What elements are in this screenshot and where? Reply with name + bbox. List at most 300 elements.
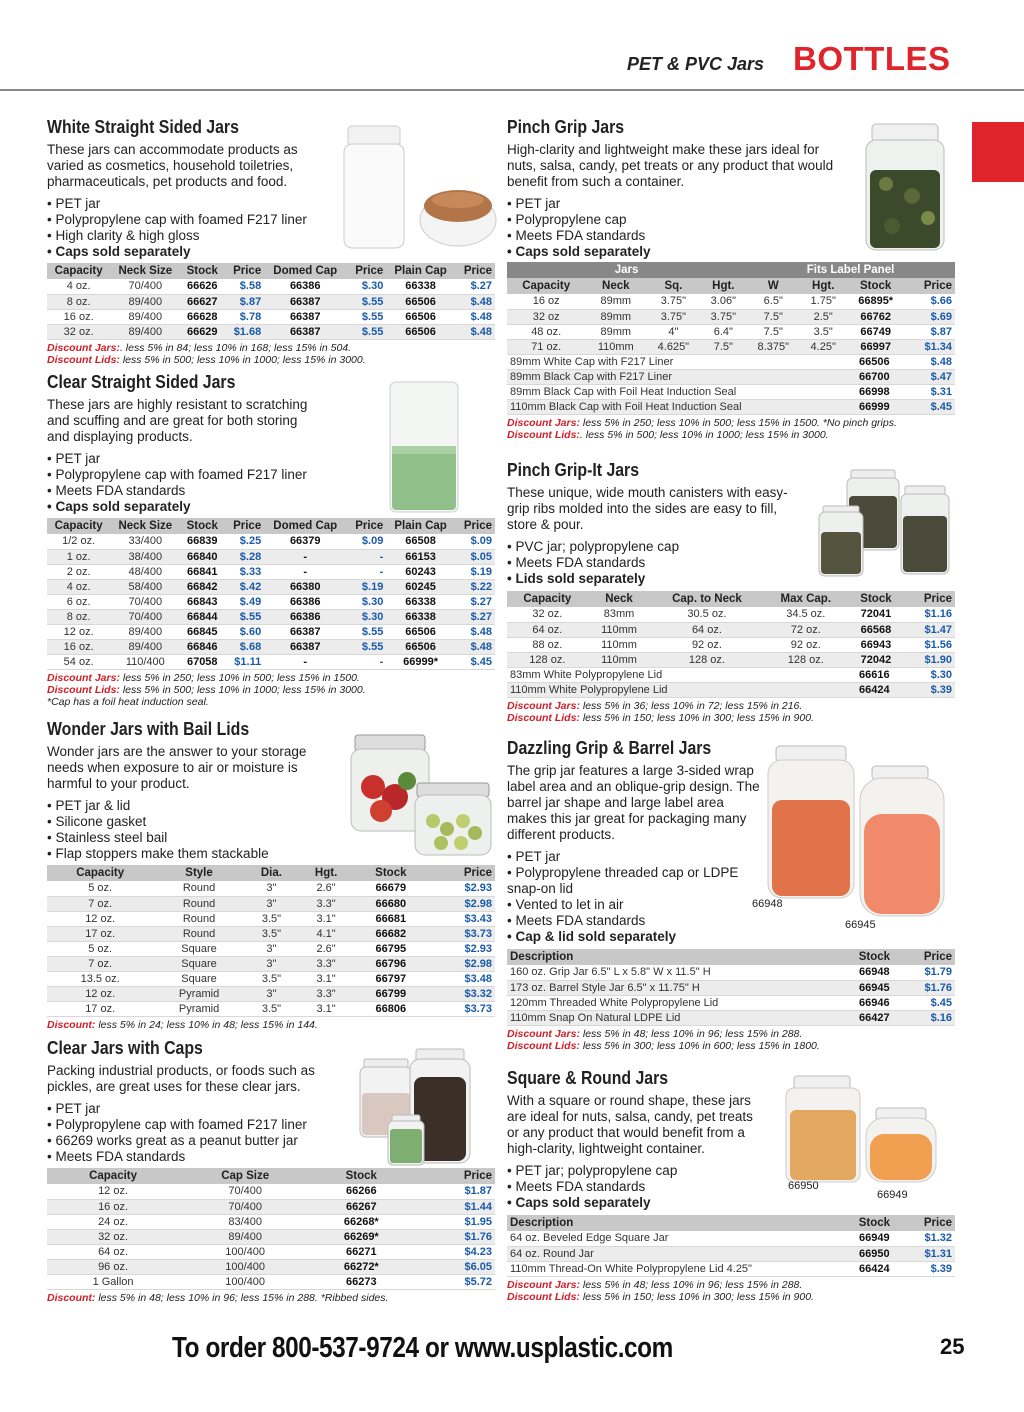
table-cell: 66946 <box>839 995 911 1010</box>
table-cell: 66616 <box>839 668 911 683</box>
section-title: Dazzling Grip & Barrel Jars <box>507 738 712 758</box>
discount-note: Discount: less 5% in 48; less 10% in 96; less 15% in 288. *Ribbed sides. <box>47 1291 389 1304</box>
section-description: With a square or round shape, these jars are ideal for nuts, salsa, candy, pet treats or any product that would benefit from a high-clarity, lightweight container. <box>507 1093 753 1156</box>
feature-item: • Lids sold separately <box>507 571 955 587</box>
table-cell: 38/400 <box>110 549 180 564</box>
table-cell: Round <box>153 926 244 941</box>
caps-table <box>507 668 955 699</box>
product-table <box>507 262 955 355</box>
table-cell: $.78 <box>224 309 264 324</box>
table-cell: $.30 <box>346 594 386 609</box>
table-cell: 2.6" <box>298 881 354 896</box>
table-cell: 48 oz. <box>507 324 585 339</box>
table-row <box>47 881 495 896</box>
col-header: Price <box>224 263 264 279</box>
table-cell: $.22 <box>455 579 495 594</box>
table-cell: 3.5" <box>800 324 846 339</box>
table-cell: 66948 <box>839 965 911 980</box>
table-row <box>507 294 955 309</box>
table-cell: 66568 <box>848 622 904 637</box>
table-cell: 128 oz. <box>764 652 849 667</box>
product-table <box>507 1215 955 1277</box>
table-row <box>507 370 955 385</box>
section-title: Wonder Jars with Bail Lids <box>47 719 250 739</box>
table-cell: Round <box>153 881 244 896</box>
table-cell: 8 oz. <box>47 294 110 309</box>
table-cell: 66700 <box>839 370 911 385</box>
discount-note: Discount Jars: less 5% in 36; less 10% in 72; less 15% in 216. Discount Lids: less 5% in 150; less 10% in 300; less 15% in 900. <box>507 700 814 724</box>
table-cell: $.09 <box>346 534 386 549</box>
table-row <box>507 668 955 683</box>
col-header: Stock <box>311 1168 411 1184</box>
table-cell: $3.73 <box>428 1001 495 1016</box>
table-cell: 66842 <box>180 579 224 594</box>
table-cell: $.27 <box>455 609 495 624</box>
table-cell: 3.1" <box>298 911 354 926</box>
table-cell: 3" <box>245 881 298 896</box>
feature-item: • Polypropylene cap <box>507 212 955 228</box>
table-cell: 110mm <box>588 622 651 637</box>
order-info: To order 800-537-9724 or www.usplastic.com <box>172 1332 673 1364</box>
section-title: Square & Round Jars <box>507 1068 669 1088</box>
table-row <box>47 971 495 986</box>
table-cell: 32 oz. <box>47 1229 179 1244</box>
table-cell: 66679 <box>354 881 428 896</box>
section-title: Clear Straight Sided Jars <box>47 372 236 392</box>
table-row <box>47 549 495 564</box>
col-header: Capacity <box>47 865 153 881</box>
table-cell: 89/400 <box>179 1229 311 1244</box>
table-row <box>47 1001 495 1016</box>
table-cell: 66506 <box>386 324 455 339</box>
col-header: Dia. <box>245 865 298 881</box>
table-row <box>47 294 495 309</box>
table-cell: 72042 <box>848 652 904 667</box>
feature-item: • PET jar <box>507 196 955 212</box>
table-cell: 66796 <box>354 956 428 971</box>
table-cell: 66424 <box>839 683 911 698</box>
col-header: Price <box>904 591 955 607</box>
table-cell: $.30 <box>910 668 955 683</box>
table-row <box>47 941 495 956</box>
table-body <box>507 1231 955 1261</box>
grip-it-jar-photo <box>815 466 955 582</box>
product-table <box>507 591 955 668</box>
table-row <box>507 1231 955 1246</box>
table-cell: 66945 <box>839 980 911 995</box>
table-row <box>507 324 955 339</box>
feature-item: • PET jar <box>47 1101 495 1117</box>
feature-item: • PET jar & lid <box>47 798 495 814</box>
table-cell: 66999 <box>839 400 911 415</box>
table-cell: 66506 <box>386 294 455 309</box>
feature-item: • PVC jar; polypropylene cap <box>507 539 955 555</box>
product-table <box>507 949 955 1026</box>
table-cell: $.09 <box>455 534 495 549</box>
table-cell: $1.95 <box>411 1214 495 1229</box>
table-cell: 3.5" <box>245 971 298 986</box>
col-header: Domed Cap <box>264 263 346 279</box>
table-row <box>47 1259 495 1274</box>
col-header: Price <box>910 949 955 965</box>
table-cell: $.48 <box>455 294 495 309</box>
table-cell: $1.87 <box>411 1184 495 1199</box>
table-cell: 70/400 <box>110 594 180 609</box>
table-cell: 66506 <box>386 639 455 654</box>
table-cell: 66895* <box>846 294 905 309</box>
table-cell: 66626 <box>180 279 224 294</box>
table-cell: 7 oz. <box>47 896 153 911</box>
table-row <box>507 1246 955 1261</box>
table-cell: $.28 <box>224 549 264 564</box>
catalog-section-subtitle: PET & PVC Jars <box>627 54 765 74</box>
table-cell: 89mm <box>585 324 646 339</box>
table-cell: 24 oz. <box>47 1214 179 1229</box>
feature-item: • Caps sold separately <box>507 1195 955 1211</box>
table-cell: 8.375" <box>746 339 800 354</box>
table-cell: $.55 <box>346 324 386 339</box>
section-description: These jars are highly resistant to scratching and scuffing and are great for both storing and displaying products. <box>47 397 308 444</box>
table-cell: 66762 <box>846 309 905 324</box>
col-header: Stock <box>354 865 428 881</box>
table-cell: 66749 <box>846 324 905 339</box>
table-cell: 3.06" <box>701 294 747 309</box>
table-body <box>507 355 955 415</box>
table-cell: 66380 <box>264 579 346 594</box>
table-cell: 32 oz <box>507 309 585 324</box>
feature-item: • Cap & lid sold separately <box>507 929 757 945</box>
table-cell: 8 oz. <box>47 609 110 624</box>
discount-note: Discount Jars: less 5% in 250; less 10% in 500; less 15% in 1500. Discount Lids: less 5% in 500; less 10% in 1000; less 15% in 3000. *Cap has a foil heat induction seal. <box>47 671 366 708</box>
table-cell: 12 oz. <box>47 624 110 639</box>
table-cell: 3" <box>245 896 298 911</box>
col-header: Sq. <box>646 278 700 294</box>
table-cell: 32 oz. <box>507 607 588 622</box>
table-cell: 16 oz. <box>47 309 110 324</box>
table-cell: 3.5" <box>245 926 298 941</box>
table-cell: 3.5" <box>245 911 298 926</box>
table-cell: 66627 <box>180 294 224 309</box>
section-title: Pinch Grip Jars <box>507 117 625 137</box>
table-cell: 66269* <box>311 1229 411 1244</box>
table-cell: - <box>264 564 346 579</box>
table-row <box>507 995 955 1010</box>
table-row <box>507 309 955 324</box>
table-cell: 66506 <box>839 355 911 370</box>
col-header: Cap Size <box>179 1168 311 1184</box>
col-header: Neck <box>588 591 651 607</box>
feature-item: • Caps sold separately <box>507 244 955 260</box>
table-cell: 173 oz. Barrel Style Jar 6.5" x 11.75" H <box>507 980 839 995</box>
col-header: Stock <box>180 263 224 279</box>
feature-item: • Meets FDA standards <box>507 555 955 571</box>
table-cell: 66387 <box>264 639 346 654</box>
table-cell: 66268* <box>311 1214 411 1229</box>
table-cell: $1.44 <box>411 1199 495 1214</box>
table-cell: $1.79 <box>910 965 955 980</box>
white-jar-photo <box>340 122 500 254</box>
table-cell: 66949 <box>839 1231 911 1246</box>
square-round-jar-photo <box>778 1074 948 1186</box>
section-tab <box>972 122 1024 182</box>
table-cell: 89/400 <box>110 324 180 339</box>
table-cell: 110mm White Polypropylene Lid <box>507 683 839 698</box>
table-cell: 2 oz. <box>47 564 110 579</box>
table-cell: 110/400 <box>110 654 180 669</box>
table-cell: $1.47 <box>904 622 955 637</box>
table-cell: 3.3" <box>298 896 354 911</box>
table-cell: 66841 <box>180 564 224 579</box>
col-header: Price <box>910 1215 955 1231</box>
table-cell: $6.05 <box>411 1259 495 1274</box>
table-cell: 100/400 <box>179 1259 311 1274</box>
table-row <box>47 324 495 339</box>
discount-note: Discount: less 5% in 24; less 10% in 48; less 15% in 144. <box>47 1018 318 1031</box>
table-cell: $1.90 <box>904 652 955 667</box>
table-cell: 3.5" <box>245 1001 298 1016</box>
feature-item: • Polypropylene cap with foamed F217 liner <box>47 1117 495 1133</box>
table-cell: 66338 <box>386 609 455 624</box>
table-cell: 66338 <box>386 594 455 609</box>
section-description: These jars can accommodate products as varied as cosmetics, household toiletries, pharmaceuticals, pet products and food. <box>47 142 298 189</box>
table-cell: 89mm Black Cap with Foil Heat Induction Seal <box>507 385 839 400</box>
table-body <box>507 965 955 995</box>
table-cell: 12 oz. <box>47 911 153 926</box>
table-body <box>507 294 955 354</box>
table-cell: $.45 <box>455 654 495 669</box>
table-cell: 66950 <box>839 1246 911 1261</box>
table-cell: 72041 <box>848 607 904 622</box>
product-code-label: 66950 <box>788 1180 819 1192</box>
product-code-label: 66949 <box>877 1189 908 1201</box>
table-cell: $.49 <box>224 594 264 609</box>
table-cell: 17 oz. <box>47 1001 153 1016</box>
table-cell: $3.43 <box>428 911 495 926</box>
table-cell: $.30 <box>346 279 386 294</box>
table-cell: $.48 <box>910 355 955 370</box>
table-row <box>47 986 495 1001</box>
table-cell: $.87 <box>905 324 955 339</box>
table-row <box>47 911 495 926</box>
feature-item: • PET jar <box>47 196 495 212</box>
col-header: Price <box>455 518 495 534</box>
feature-item: • PET jar <box>47 451 495 467</box>
table-cell: 89mm White Cap with F217 Liner <box>507 355 839 370</box>
table-cell: $.66 <box>905 294 955 309</box>
table-row <box>507 355 955 370</box>
table-cell: 110mm Snap On Natural LDPE Lid <box>507 1010 839 1025</box>
pinch-jar-photo <box>860 122 950 254</box>
table-row <box>47 1229 495 1244</box>
table-row <box>47 609 495 624</box>
col-header: Price <box>428 865 495 881</box>
discount-note: Discount Jars: less 5% in 250; less 10% in 500; less 15% in 1500. *No pinch grips. Discount Lids:. less 5% in 500; less 10% in 1000; less 15% in 3000. <box>507 417 897 441</box>
feature-item: • PET jar; polypropylene cap <box>507 1163 955 1179</box>
feature-item: • PET jar <box>507 849 757 865</box>
table-row <box>507 637 955 652</box>
col-header: Max Cap. <box>764 591 849 607</box>
table-cell: $2.93 <box>428 881 495 896</box>
table-row <box>47 594 495 609</box>
table-row <box>507 385 955 400</box>
table-cell: 66844 <box>180 609 224 624</box>
table-body <box>507 607 955 667</box>
table-cell: 89mm <box>585 309 646 324</box>
table-body <box>507 995 955 1025</box>
table-cell: 66682 <box>354 926 428 941</box>
table-cell: 1 oz. <box>47 549 110 564</box>
table-cell: 89/400 <box>110 294 180 309</box>
table-row <box>47 1244 495 1259</box>
caps-table <box>507 355 955 416</box>
col-header: Capacity <box>47 1168 179 1184</box>
table-cell: 1 Gallon <box>47 1274 179 1289</box>
table-cell: 66266 <box>311 1184 411 1199</box>
table-cell: 66845 <box>180 624 224 639</box>
table-cell: 88 oz. <box>507 637 588 652</box>
col-header: Capacity <box>47 263 110 279</box>
table-cell: 110mm Black Cap with Foil Heat Induction Seal <box>507 400 839 415</box>
table-cell: $1.32 <box>910 1231 955 1246</box>
table-cell: $2.98 <box>428 896 495 911</box>
table-cell: $.60 <box>224 624 264 639</box>
table-cell: 3.75" <box>701 309 747 324</box>
table-body <box>47 279 495 339</box>
col-header: Stock <box>846 278 905 294</box>
table-cell: $.55 <box>346 294 386 309</box>
table-body <box>47 534 495 669</box>
table-cell: $3.32 <box>428 986 495 1001</box>
table-cell: $.25 <box>224 534 264 549</box>
table-row <box>47 926 495 941</box>
table-cell: 66998 <box>839 385 911 400</box>
catalog-section-title: BOTTLES <box>793 40 951 77</box>
product-table <box>47 865 495 1017</box>
table-cell: $1.16 <box>904 607 955 622</box>
table-cell: 5 oz. <box>47 881 153 896</box>
table-cell: $.87 <box>224 294 264 309</box>
table-cell: 7.5" <box>746 309 800 324</box>
table-cell: 66629 <box>180 324 224 339</box>
group-header: Fits Label Panel <box>746 262 955 278</box>
col-header: Cap. to Neck <box>650 591 763 607</box>
table-cell: 66153 <box>386 549 455 564</box>
table-cell: $.45 <box>910 995 955 1010</box>
feature-item: • Polypropylene threaded cap or LDPE snap-on lid <box>507 865 757 897</box>
product-table <box>47 518 495 670</box>
col-header: Hgt. <box>701 278 747 294</box>
table-cell: 66681 <box>354 911 428 926</box>
table-cell: 70/400 <box>179 1184 311 1199</box>
table-cell: 83mm White Polypropylene Lid <box>507 668 839 683</box>
col-header: Price <box>905 278 955 294</box>
table-cell: 3.3" <box>298 986 354 1001</box>
table-cell: 66628 <box>180 309 224 324</box>
table-cell: 64 oz. Round Jar <box>507 1246 839 1261</box>
table-cell: $4.23 <box>411 1244 495 1259</box>
col-header: Stock <box>839 1215 911 1231</box>
table-cell: 4.625" <box>646 339 700 354</box>
col-header: Neck Size <box>110 263 180 279</box>
table-row <box>507 607 955 622</box>
table-cell: Pyramid <box>153 1001 244 1016</box>
page-number: 25 <box>940 1334 965 1359</box>
table-row <box>47 279 495 294</box>
table-row <box>47 1199 495 1214</box>
discount-note: Discount Jars: less 5% in 48; less 10% in 96; less 15% in 288. Discount Lids: less 5% in 150; less 10% in 300; less 15% in 900. <box>507 1278 814 1303</box>
table-cell: $2.98 <box>428 956 495 971</box>
table-row <box>507 683 955 698</box>
table-cell: 3.75" <box>646 309 700 324</box>
discount-note: Discount Jars:. less 5% in 84; less 10% in 168; less 15% in 504. Discount Lids: less 5% in 500; less 10% in 1000; less 15% in 3000. <box>47 341 366 366</box>
table-cell: Square <box>153 971 244 986</box>
feature-item: • Meets FDA standards <box>47 483 495 499</box>
table-cell: 66997 <box>846 339 905 354</box>
table-cell: 2.5" <box>800 309 846 324</box>
table-cell: 66427 <box>839 1010 911 1025</box>
table-cell: 17 oz. <box>47 926 153 941</box>
feature-item: • Stainless steel bail <box>47 830 495 846</box>
table-cell: $.30 <box>346 609 386 624</box>
table-cell: 3.75" <box>646 294 700 309</box>
col-header: Capacity <box>507 278 585 294</box>
table-cell: $1.76 <box>910 980 955 995</box>
table-cell: $.55 <box>346 639 386 654</box>
table-cell: 66799 <box>354 986 428 1001</box>
table-cell: 16 oz <box>507 294 585 309</box>
table-cell: 66840 <box>180 549 224 564</box>
table-cell: $1.56 <box>904 637 955 652</box>
table-row <box>47 624 495 639</box>
col-header: Capacity <box>47 518 110 534</box>
wonder-jar-photo <box>345 725 495 860</box>
table-body <box>507 1261 955 1276</box>
table-cell: 58/400 <box>110 579 180 594</box>
table-cell: 4.25" <box>800 339 846 354</box>
table-cell: 4 oz. <box>47 579 110 594</box>
table-row <box>47 309 495 324</box>
table-row <box>507 1261 955 1276</box>
table-cell: $1.34 <box>905 339 955 354</box>
product-code-label: 66948 <box>752 898 783 910</box>
table-cell: $.55 <box>346 309 386 324</box>
table-cell: 128 oz. <box>650 652 763 667</box>
table-cell: $.58 <box>224 279 264 294</box>
table-cell: 66806 <box>354 1001 428 1016</box>
table-cell: - <box>346 564 386 579</box>
table-cell: 16 oz. <box>47 639 110 654</box>
product-table <box>47 1168 495 1290</box>
table-cell: 33/400 <box>110 534 180 549</box>
col-header: Price <box>224 518 264 534</box>
table-cell: 100/400 <box>179 1274 311 1289</box>
feature-item: • 66269 works great as a peanut butter jar <box>47 1133 495 1149</box>
col-header: Price <box>346 518 386 534</box>
table-cell: 48/400 <box>110 564 180 579</box>
section-title: White Straight Sided Jars <box>47 117 239 137</box>
col-header: Capacity <box>507 591 588 607</box>
table-cell: 1.75" <box>800 294 846 309</box>
table-cell: 32 oz. <box>47 324 110 339</box>
table-cell: 2.6" <box>298 941 354 956</box>
table-cell: 4.1" <box>298 926 354 941</box>
table-cell: 60245 <box>386 579 455 594</box>
table-cell: 66680 <box>354 896 428 911</box>
table-cell: $.69 <box>905 309 955 324</box>
product-code-label: 66945 <box>845 919 876 931</box>
table-cell: $.55 <box>346 624 386 639</box>
table-cell: $.19 <box>346 579 386 594</box>
